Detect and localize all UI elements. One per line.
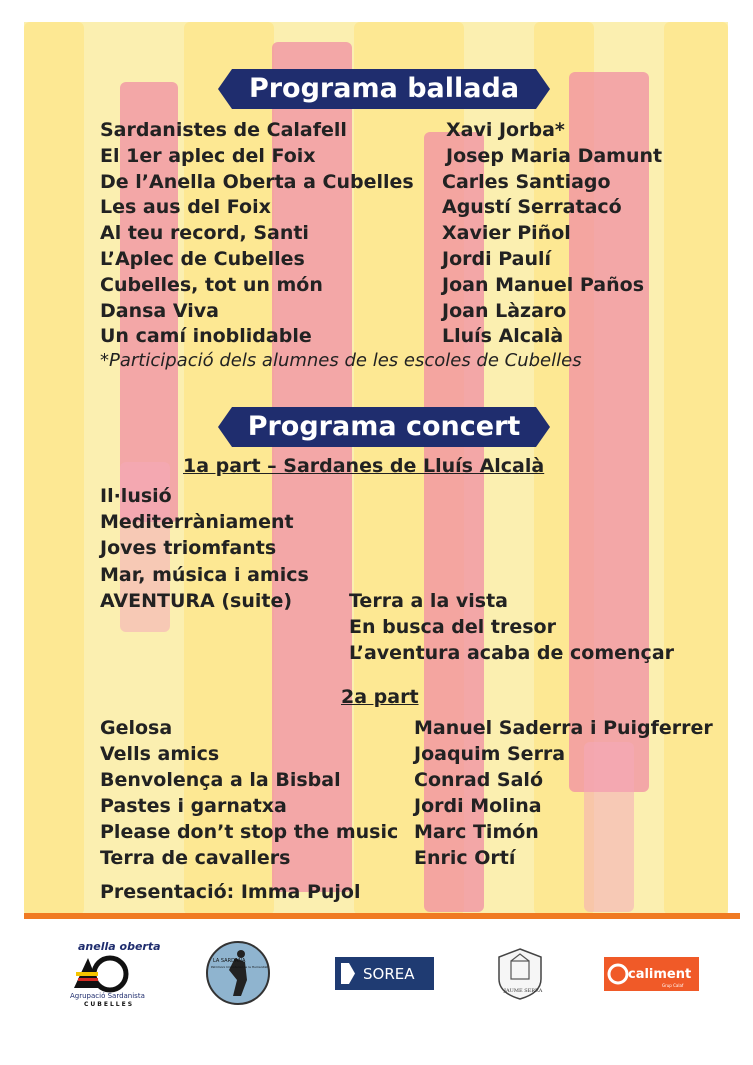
ballada-author: Xavier Piñol [442, 222, 571, 245]
ballada-author: Agustí Serratacó [442, 196, 622, 219]
anella-sub1-text: Agrupació Sardanista [70, 992, 145, 1000]
ballada-piece: Sardanistes de Calafell [100, 119, 347, 141]
presenter: Presentació: Imma Pujol [100, 881, 361, 903]
part2-author: Conrad Saló [414, 769, 544, 791]
ballada-author: Josep Maria Damunt [446, 144, 663, 167]
concert-banner: Programa concert [232, 407, 536, 447]
part2-author: Joaquim Serra [414, 743, 566, 765]
part1-piece: Mar, música i amics [100, 563, 309, 586]
orange-divider [24, 913, 740, 919]
sorea-text: SOREA [363, 965, 415, 983]
ballada-author: Lluís Alcalà [442, 325, 564, 348]
ballada-author: Carles Santiago [442, 170, 611, 193]
sardana-line1-text: LA SARDANA [213, 958, 246, 964]
ballada-piece: Al teu record, Santi [100, 222, 309, 245]
part1-piece: Joves triomfants [100, 537, 277, 560]
part1-piece: Mediterràniament [100, 511, 294, 534]
part2-piece: Gelosa [100, 717, 173, 739]
ballada-author: Joan Manuel Paños [442, 273, 645, 296]
caliment-text: caliment [628, 967, 692, 982]
suite-movement: L’aventura acaba de començar [349, 642, 675, 665]
part2-author: Marc Timón [414, 821, 539, 843]
ballada-piece: Les aus del Foix [100, 196, 271, 219]
part2-title: 2a part [341, 686, 419, 708]
ballada-piece: Cubelles, tot un món [100, 273, 323, 296]
ballada-banner: Programa ballada [232, 69, 536, 109]
part1-piece: AVENTURA (suite) [100, 589, 293, 612]
anella-oberta-logo [66, 936, 161, 1008]
sorea-logo [335, 957, 434, 990]
sardana-line2-text: Patrimoni Immaterial de la Humanitat [211, 965, 268, 969]
part2-piece: Benvolença a la Bisbal [100, 769, 341, 791]
anella-name-text: anella oberta [78, 940, 161, 953]
jaume-serra-logo [491, 945, 549, 1003]
ballada-author: Joan Làzaro [442, 299, 567, 322]
ballada-piece: Un camí inoblidable [100, 325, 312, 348]
ballada-piece: El 1er aplec del Foix [100, 144, 316, 167]
part1-title: 1a part – Sardanes de Lluís Alcalà [183, 455, 545, 477]
ballada-piece: De l’Anella Oberta a Cubelles [100, 170, 414, 193]
part2-piece: Pastes i garnatxa [100, 795, 287, 817]
caliment-logo [604, 957, 699, 991]
ballada-author: Jordi Paulí [442, 248, 552, 270]
part2-piece: Vells amics [100, 743, 220, 765]
part2-author: Jordi Molina [414, 795, 542, 817]
part2-author: Manuel Saderra i Puigferrer [414, 717, 713, 739]
part2-author: Enric Ortí [414, 847, 516, 869]
suite-movement: Terra a la vista [349, 590, 508, 612]
anella-sub2-text: CUBELLES [84, 1001, 135, 1008]
ballada-note: *Participació dels alumnes de les escoles de Cubelles [100, 350, 582, 371]
ballada-author: Xavi Jorba* [446, 119, 565, 141]
sardana-logo [205, 940, 271, 1006]
part2-piece: Please don’t stop the music [100, 821, 399, 843]
part2-piece: Terra de cavallers [100, 847, 291, 869]
suite-movement: En busca del tresor [349, 616, 556, 639]
caliment-small-text: Grup Calaf [662, 983, 684, 988]
part1-piece: Il·lusió [100, 485, 172, 507]
ballada-piece: Dansa Viva [100, 299, 219, 322]
ballada-piece: L’Aplec de Cubelles [100, 248, 305, 270]
jaume-text: JAUME SERRA [504, 988, 543, 994]
